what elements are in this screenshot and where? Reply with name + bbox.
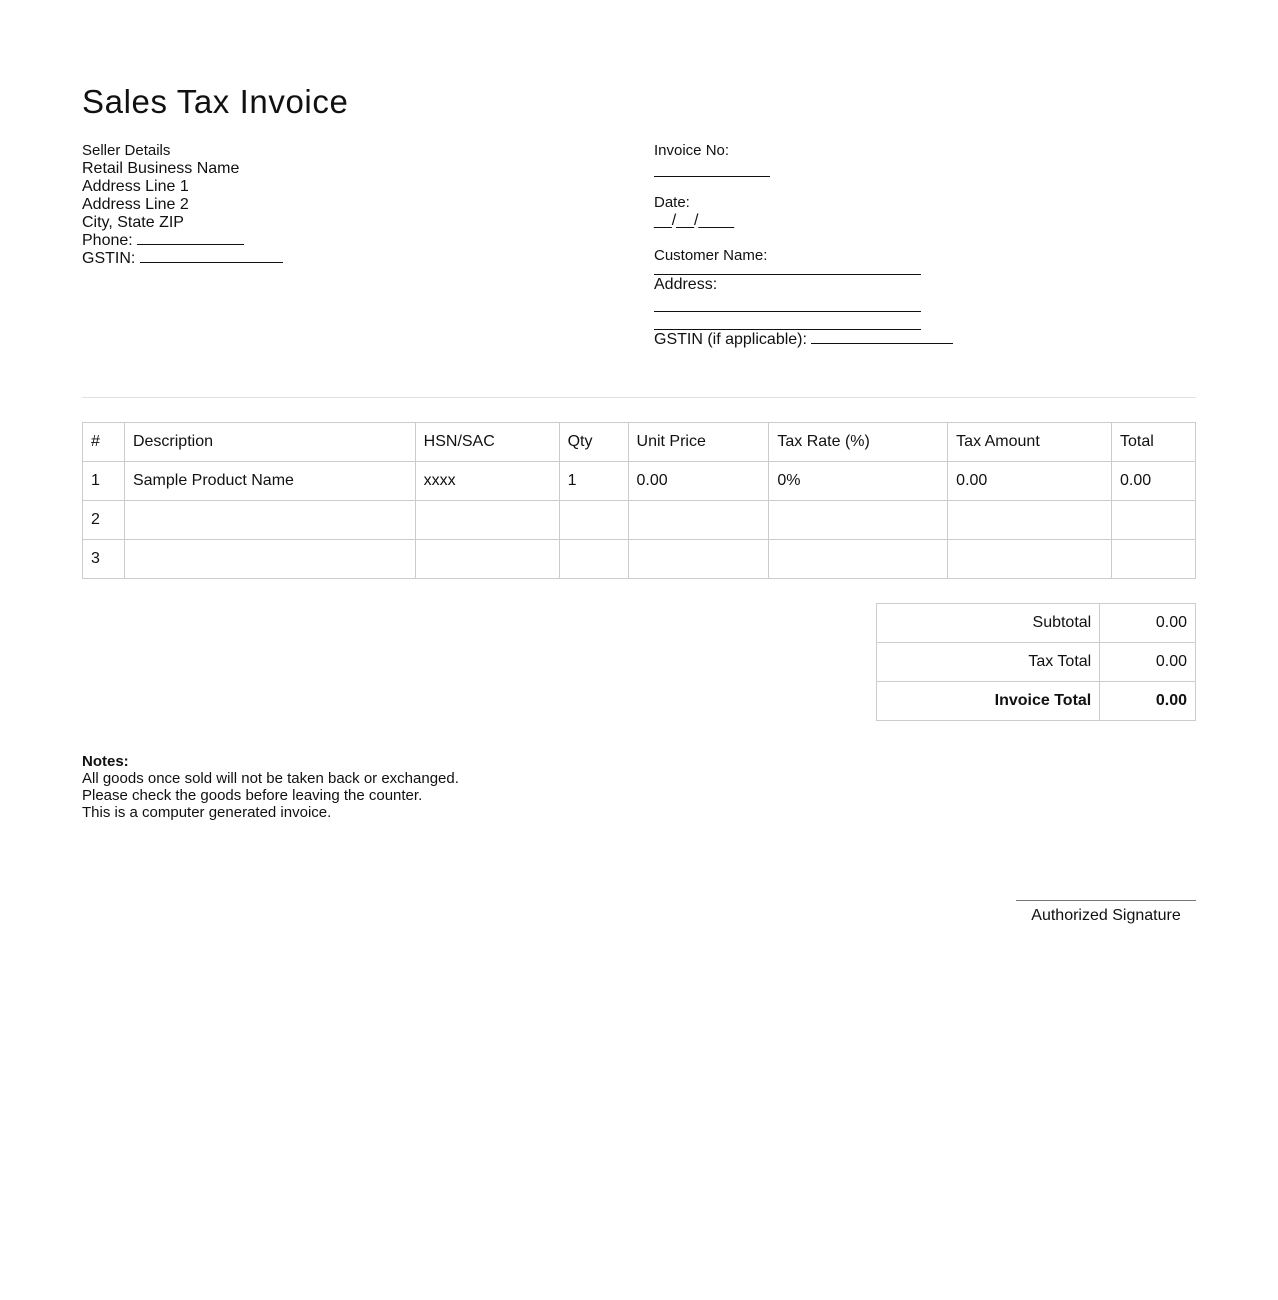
tax-total-label: Tax Total bbox=[877, 643, 1100, 682]
cell-description[interactable] bbox=[124, 501, 415, 540]
cell-qty[interactable]: 1 bbox=[559, 462, 628, 501]
cell-number: 3 bbox=[83, 540, 125, 579]
subtotal-value: 0.00 bbox=[1100, 604, 1196, 643]
date-field[interactable]: __/__/____ bbox=[654, 212, 735, 229]
seller-city-state-zip: City, State ZIP bbox=[82, 214, 184, 231]
seller-gstin-field[interactable] bbox=[140, 261, 283, 263]
authorized-signature: Authorized Signature bbox=[1016, 900, 1196, 925]
customer-name-label: Customer Name: bbox=[654, 247, 768, 264]
seller-details bbox=[82, 142, 602, 268]
cell-tax-rate[interactable] bbox=[769, 501, 948, 540]
subtotal-row bbox=[877, 604, 1196, 643]
col-header-qty: Qty bbox=[559, 423, 628, 462]
col-header-description: Description bbox=[124, 423, 415, 462]
table-row bbox=[83, 462, 1196, 501]
seller-address-line-2: Address Line 2 bbox=[82, 196, 189, 213]
customer-gstin-label: GSTIN (if applicable): bbox=[654, 331, 807, 348]
cell-tax-rate[interactable]: 0% bbox=[769, 462, 948, 501]
invoice-total-row bbox=[877, 682, 1196, 721]
col-header-tax-rate: Tax Rate (%) bbox=[769, 423, 948, 462]
customer-gstin-field[interactable] bbox=[811, 342, 953, 344]
col-header-hsn-sac: HSN/SAC bbox=[415, 423, 559, 462]
seller-phone-label: Phone: bbox=[82, 232, 133, 249]
cell-hsn-sac[interactable] bbox=[415, 540, 559, 579]
seller-gstin-row bbox=[82, 250, 602, 268]
notes-line: All goods once sold will not be taken back or exchanged. bbox=[82, 770, 459, 787]
cell-total[interactable]: 0.00 bbox=[1112, 462, 1196, 501]
cell-tax-rate[interactable] bbox=[769, 540, 948, 579]
seller-phone-field[interactable] bbox=[137, 243, 244, 245]
col-header-number: # bbox=[83, 423, 125, 462]
cell-unit-price[interactable] bbox=[628, 540, 769, 579]
customer-gstin-row bbox=[654, 331, 1154, 349]
seller-heading: Seller Details bbox=[82, 142, 171, 159]
cell-description[interactable] bbox=[124, 540, 415, 579]
cell-hsn-sac[interactable]: xxxx bbox=[415, 462, 559, 501]
customer-address-line-2-field[interactable] bbox=[654, 329, 921, 330]
cell-number: 2 bbox=[83, 501, 125, 540]
seller-phone-row bbox=[82, 232, 602, 250]
table-row bbox=[83, 501, 1196, 540]
table-header-row bbox=[83, 423, 1196, 462]
seller-business-name: Retail Business Name bbox=[82, 160, 240, 177]
section-divider bbox=[82, 397, 1196, 398]
notes-section bbox=[82, 753, 459, 821]
cell-hsn-sac[interactable] bbox=[415, 501, 559, 540]
line-items-table bbox=[82, 422, 1196, 579]
col-header-total: Total bbox=[1112, 423, 1196, 462]
invoice-info bbox=[654, 142, 1154, 349]
totals-table bbox=[876, 603, 1196, 721]
cell-total[interactable] bbox=[1112, 501, 1196, 540]
cell-qty[interactable] bbox=[559, 540, 628, 579]
invoice-total-value: 0.00 bbox=[1100, 682, 1196, 721]
invoice-no-label: Invoice No: bbox=[654, 142, 730, 159]
invoice-total-label: Invoice Total bbox=[877, 682, 1100, 721]
cell-unit-price[interactable] bbox=[628, 501, 769, 540]
cell-total[interactable] bbox=[1112, 540, 1196, 579]
col-header-unit-price: Unit Price bbox=[628, 423, 769, 462]
cell-tax-amount[interactable] bbox=[948, 501, 1112, 540]
notes-heading: Notes: bbox=[82, 753, 129, 770]
col-header-tax-amount: Tax Amount bbox=[948, 423, 1112, 462]
customer-address-line-1-field[interactable] bbox=[654, 311, 921, 312]
cell-description[interactable]: Sample Product Name bbox=[124, 462, 415, 501]
subtotal-label: Subtotal bbox=[877, 604, 1100, 643]
tax-total-value: 0.00 bbox=[1100, 643, 1196, 682]
notes-line: This is a computer generated invoice. bbox=[82, 804, 332, 821]
customer-address-label: Address: bbox=[654, 276, 718, 293]
cell-number: 1 bbox=[83, 462, 125, 501]
cell-unit-price[interactable]: 0.00 bbox=[628, 462, 769, 501]
page-title: Sales Tax Invoice bbox=[82, 83, 349, 120]
table-row bbox=[83, 540, 1196, 579]
cell-qty[interactable] bbox=[559, 501, 628, 540]
seller-address-line-1: Address Line 1 bbox=[82, 178, 189, 195]
cell-tax-amount[interactable] bbox=[948, 540, 1112, 579]
cell-tax-amount[interactable]: 0.00 bbox=[948, 462, 1112, 501]
invoice-no-field[interactable] bbox=[654, 176, 770, 177]
notes-line: Please check the goods before leaving the counter. bbox=[82, 787, 423, 804]
seller-gstin-label: GSTIN: bbox=[82, 250, 136, 267]
date-label: Date: bbox=[654, 194, 690, 211]
customer-name-field[interactable] bbox=[654, 274, 921, 275]
tax-total-row bbox=[877, 643, 1196, 682]
